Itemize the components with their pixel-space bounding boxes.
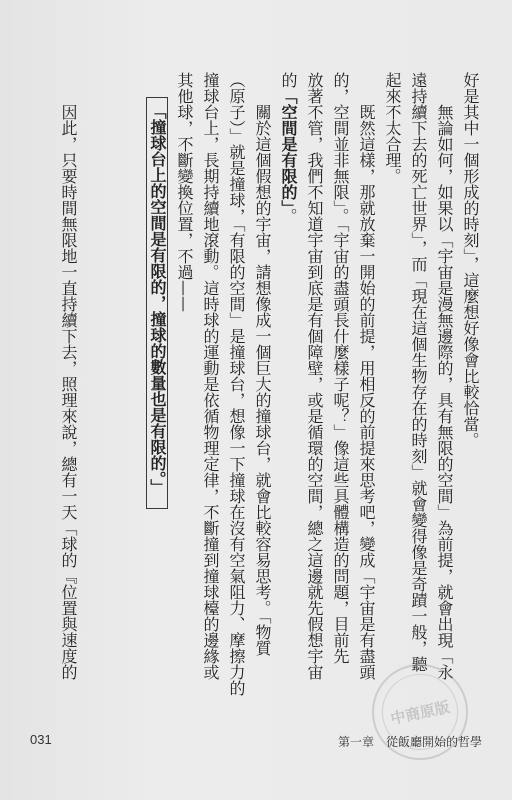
text-column-10: （原子）」就是撞球，「有限的空間」是撞球台，想像一下撞球在沒有空氣阻力、摩擦力的: [227, 72, 246, 696]
watermark-text: 中商原版: [375, 667, 465, 757]
text-column-4: 起來不太合理。: [383, 72, 402, 184]
running-head: 第一章 從飯廳開始的哲學: [338, 735, 483, 749]
text-column-8-tail: 。: [279, 208, 298, 224]
callout-text: 「撞球台上的空間是有限的，撞球的數量也是有限的。」: [148, 103, 167, 495]
text-column-8-lead: 的: [279, 72, 298, 88]
text-column-12: 其他球，不斷變換位置，不過——: [175, 72, 194, 312]
text-column-2: 無論如何，如果以「宇宙是漫無邊際的，具有無限的空間」為前提，就會出現「永: [435, 104, 454, 680]
text-column-5: 既然這樣，那就放棄一開始的前提，用相反的前提來思考吧，變成「宇宙是有盡頭: [357, 104, 376, 680]
text-column-8: [280, 72, 296, 224]
text-column-11: 撞球台上，長期持續地滾動。這時球的運動是依循物理定律，不斷撞到撞球檯的邊緣或: [201, 72, 220, 680]
text-column-6: 的，空間並非無限」。「宇宙的盡頭長什麼樣子呢？」像這些具體構造的問題，目前先: [331, 72, 350, 664]
text-column-3: 遠持續下去的死亡世界」，而「現在這個生物存在的時刻」就會變得像是奇蹟一般，聽: [409, 72, 428, 672]
text-column-9: 關於這個假想的宇宙，請想像成一個巨大的撞球台，就會比較容易思考。「物質: [253, 104, 272, 656]
text-column-7: 放著不管，我們不知道宇宙到底是有個障壁，或是循環的空間，總之這邊就先假想宇宙: [305, 72, 324, 680]
page-number: 031: [30, 732, 52, 747]
emphasized-phrase: 「空間是有限的」: [279, 88, 298, 208]
text-column-1: 好是其中一個形成的時刻」，這麼想好像會比較恰當。: [461, 72, 480, 448]
watermark-stamp: [363, 655, 477, 769]
text-column-13: 因此，只要時間無限地一直持續下去，照理來說，總有一天「球的『位置與速度的: [59, 104, 78, 680]
